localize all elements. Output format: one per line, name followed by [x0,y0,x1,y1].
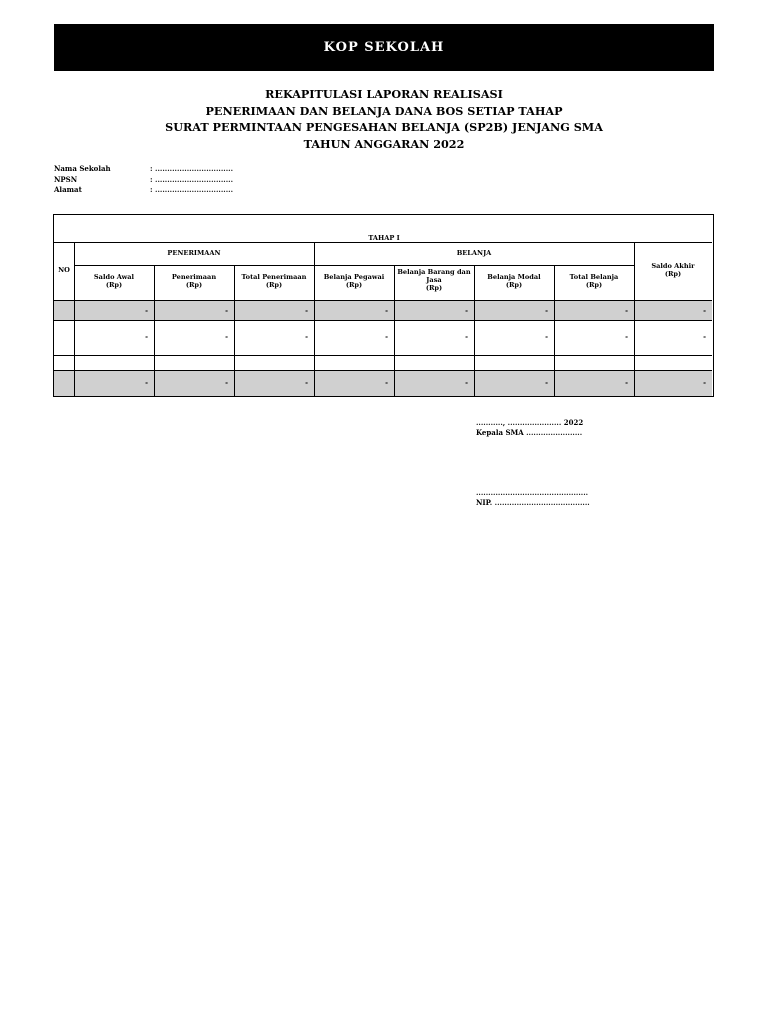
title-line-4: TAHUN ANGGARAN 2022 [303,136,465,151]
table-cell: - [625,306,628,315]
stage-header: TAHAP I [368,234,400,242]
signature-nip: NIP. ....................................... [476,498,590,507]
table-cell: - [465,378,468,387]
table-cell: - [385,306,388,315]
table-cell: - [625,378,628,387]
table-cell: - [545,306,548,315]
hline [54,242,712,243]
info-value: : ................................ [150,185,234,194]
table-cell: - [385,378,388,387]
title-line-2: PENERIMAAN DAN BELANJA DANA BOS SETIAP TAHAP [205,103,563,118]
hline [54,300,712,301]
info-row-alamat [54,185,233,196]
signature-position: Kepala SMA ....................... [476,428,583,437]
info-value: : ................................ [150,164,234,173]
title-line-3: SURAT PERMINTAAN PENGESAHAN BELANJA (SP2B) JENJANG SMA [165,120,603,134]
kop-sekolah-banner [54,24,714,71]
table-cell: - [703,332,706,341]
title-line-1: REKAPITULASI LAPORAN REALISASI [265,87,503,101]
table-cell: - [545,378,548,387]
vline [314,242,315,396]
document-titles [54,86,714,152]
table-cell: - [305,306,308,315]
table-cell: - [225,332,228,341]
table-cell: - [385,332,388,341]
info-label: Nama Sekolah [54,164,111,173]
col-header-belanja-modal: Belanja Modal (Rp) [487,273,541,289]
belanja-group-header: BELANJA [456,249,492,257]
info-label: NPSN [54,174,78,184]
saldo-akhir-header: Saldo Akhir (Rp) [651,262,695,278]
table-cell: - [305,332,308,341]
col-header-saldo-awal: Saldo Awal (Rp) [93,273,135,289]
info-row-npsn [54,175,233,186]
vline [74,242,75,396]
hline [54,370,712,371]
table-cell: - [225,378,228,387]
hline [54,320,712,321]
table-cell: - [465,332,468,341]
table-cell: - [145,378,148,387]
col-header-belanja-barang-jasa: Belanja Barang dan Jasa (Rp) [397,268,471,292]
info-value: : ................................ [150,174,234,184]
col-header-penerimaan: Penerimaan (Rp) [171,273,217,289]
no-header: NO [58,266,70,274]
rekap-table [53,214,714,397]
table-cell: - [703,306,706,315]
table-cell: - [703,378,706,387]
hline [54,355,712,356]
table-cell: - [465,306,468,315]
info-label: Alamat [54,185,82,194]
penerimaan-group-header: PENERIMAAN [167,249,221,257]
signature-name-line: .............................................. [476,488,589,497]
col-header-total-belanja: Total Belanja (Rp) [569,273,619,289]
school-info [54,164,233,196]
kop-sekolah-text: KOP SEKOLAH [323,40,445,55]
col-header-belanja-pegawai: Belanja Pegawai (Rp) [323,273,385,289]
table-cell: - [225,306,228,315]
table-cell: - [145,306,148,315]
signature-place-date: ..........., ...................... 2022 [476,418,584,427]
table-cell: - [145,332,148,341]
table-cell: - [305,378,308,387]
table-cell: - [545,332,548,341]
hline [74,265,634,266]
info-row-nama-sekolah [54,164,233,175]
table-cell: - [625,332,628,341]
col-header-total-penerimaan: Total Penerimaan (Rp) [241,273,307,289]
